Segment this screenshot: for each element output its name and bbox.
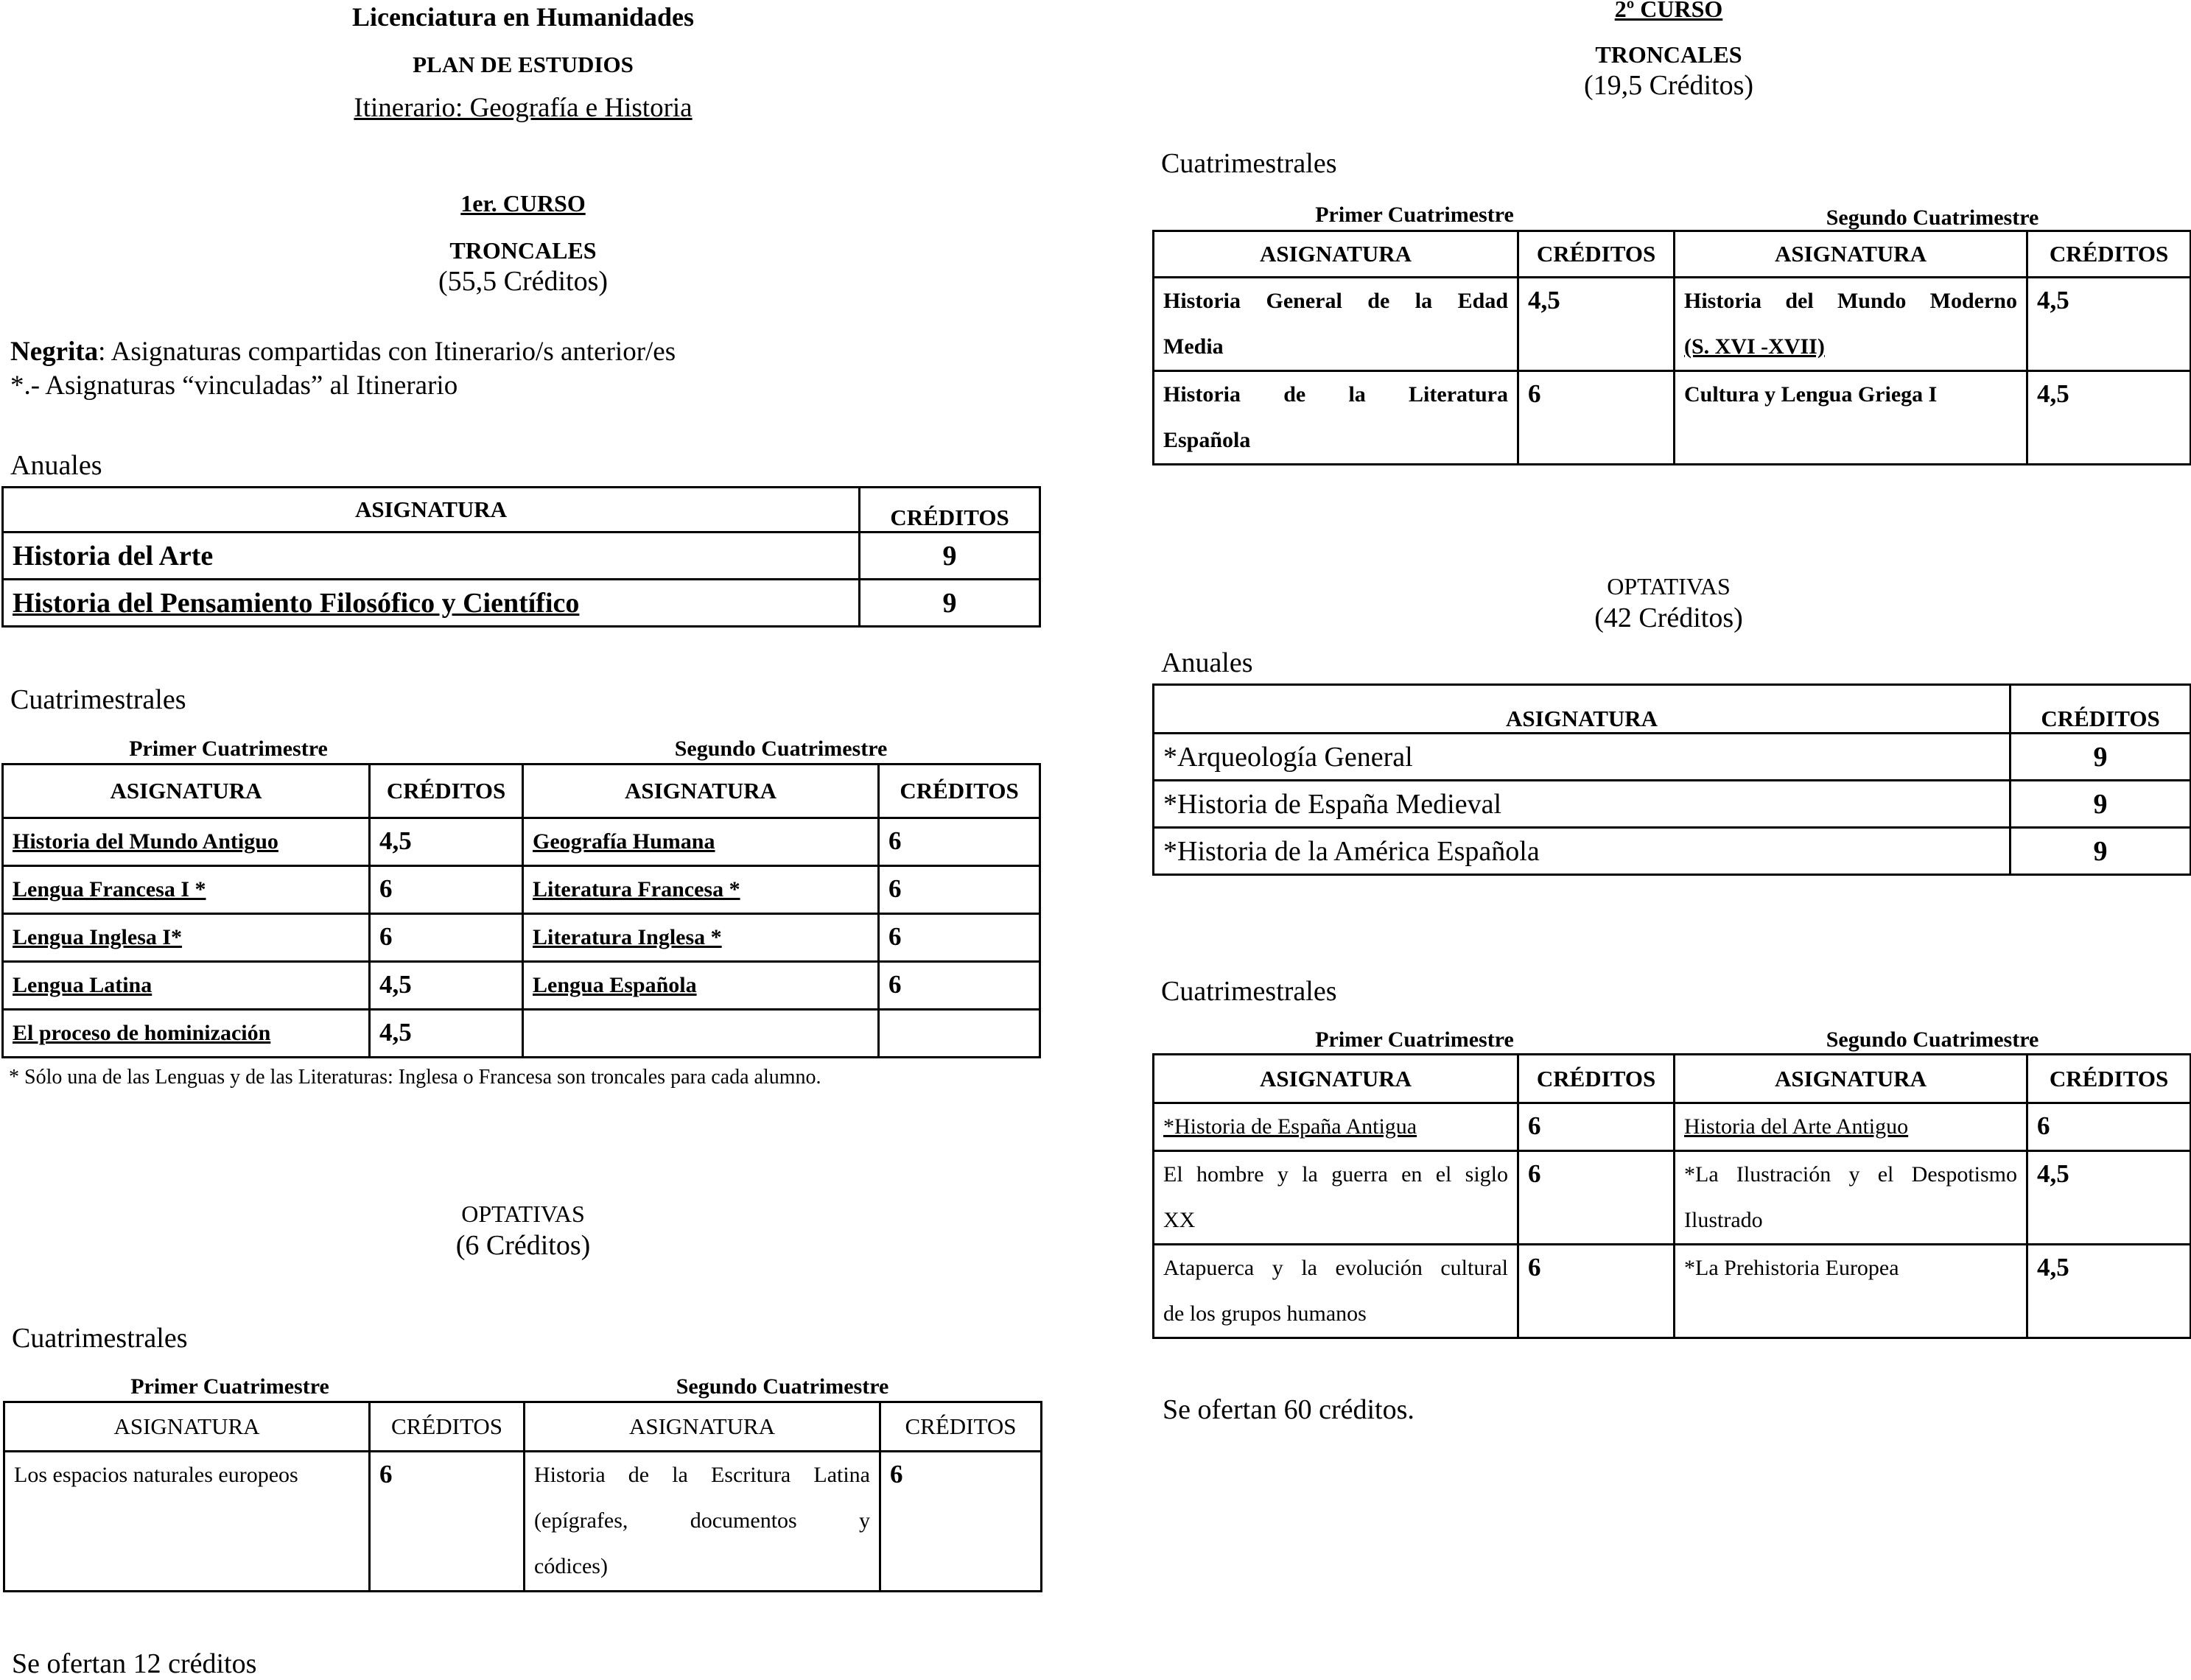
table-row (3, 866, 1040, 914)
table-row (1154, 734, 2191, 781)
col-header-creditos: CRÉDITOS (879, 765, 1040, 818)
year2-second-sem: Segundo Cuatrimestre (1826, 205, 2039, 230)
table-row (1154, 371, 2191, 465)
year2-opt-first-sem: Primer Cuatrimestre (1315, 1027, 1514, 1052)
legend-bold (10, 336, 676, 368)
subject-name: Historia del Arte (3, 533, 860, 580)
col-header-creditos: CRÉDITOS (2027, 1055, 2191, 1103)
col-header-creditos: CRÉDITOS (860, 488, 1040, 533)
year1-opt-first-sem: Primer Cuatrimestre (130, 1374, 329, 1399)
col-header-asignatura: ASIGNATURA (1154, 231, 1518, 278)
year1-curso: 1er. CURSO (460, 190, 586, 217)
subject-line: (epígrafes, documentos y (534, 1508, 870, 1533)
year2-anuales-label: Anuales (1161, 647, 1253, 678)
col-header-asignatura: ASIGNATURA (1154, 685, 2011, 734)
table-row (4, 1452, 1042, 1592)
col-header-asignatura: ASIGNATURA (1154, 1055, 1518, 1103)
empty-cell (879, 1010, 1040, 1058)
subject-name: Cultura y Lengua Griega I (1675, 371, 2027, 465)
table-row (3, 580, 1040, 627)
subject-credits: 6 (1518, 371, 1675, 465)
subject-credits: 6 (2027, 1103, 2191, 1151)
col-header-asignatura: ASIGNATURA (3, 488, 860, 533)
col-header-asignatura: ASIGNATURA (4, 1402, 370, 1452)
subject-credits: 6 (879, 962, 1040, 1010)
subject-line: Atapuerca y la evolución cultural (1163, 1256, 1508, 1280)
year2-opt-second-sem: Segundo Cuatrimestre (1826, 1027, 2039, 1052)
itinerary-title: Itinerario: Geografía e Historia (354, 93, 693, 123)
subject-credits: 9 (2011, 828, 2191, 875)
table-row (3, 962, 1040, 1010)
subject-name: *La Prehistoria Europea (1675, 1245, 2027, 1338)
subject-credits: 4,5 (1518, 278, 1675, 371)
year1-opt-table (3, 1401, 1042, 1592)
subject-credits: 9 (2011, 781, 2191, 828)
year1-troncales-credits: (55,5 Créditos) (438, 266, 609, 297)
subject-name-multiline (1154, 371, 1518, 465)
subject-name: Los espacios naturales europeos (4, 1452, 370, 1592)
table-row (3, 914, 1040, 962)
subject-name: Literatura Inglesa * (523, 914, 879, 962)
col-header-creditos: CRÉDITOS (2011, 685, 2191, 734)
legend-bold-rest: : Asignaturas compartidas con Itinerario/s anterior/es (98, 337, 676, 367)
year1-troncales: TRONCALES (449, 237, 597, 264)
year1-offer: Se ofertan 12 créditos (12, 1648, 257, 1679)
subject-credits: 4,5 (2027, 278, 2191, 371)
subject-credits: 6 (370, 866, 523, 914)
subject-credits: 6 (1518, 1103, 1675, 1151)
subject-line: Historia General de la Edad (1163, 289, 1508, 313)
document-title: Licenciatura en Humanidades (351, 2, 695, 32)
table-row (3, 533, 1040, 580)
subject-name: Geografía Humana (523, 818, 879, 866)
legend-star: *.- Asignaturas “vinculadas” al Itinerario (10, 370, 458, 401)
subject-name-multiline (525, 1452, 880, 1592)
year2-curso: 2º CURSO (1614, 0, 1723, 22)
subject-credits: 6 (879, 914, 1040, 962)
year2-opt-table (1152, 1053, 2191, 1339)
subject-credits: 6 (1518, 1245, 1675, 1338)
subject-credits: 9 (860, 533, 1040, 580)
subject-credits: 6 (370, 1452, 525, 1592)
year1-second-sem: Segundo Cuatrimestre (674, 737, 888, 761)
subject-line: Historia del Mundo Moderno (1684, 289, 2017, 313)
subject-name-multiline (1154, 1151, 1518, 1245)
year1-optativas-credits: (6 Créditos) (455, 1230, 591, 1261)
subject-name: Literatura Francesa * (523, 866, 879, 914)
year1-first-sem: Primer Cuatrimestre (129, 737, 328, 761)
col-header-asignatura: ASIGNATURA (1675, 231, 2027, 278)
subject-line: Historia de la Literatura (1163, 382, 1508, 407)
year1-opt-second-sem: Segundo Cuatrimestre (676, 1374, 889, 1399)
subject-name-multiline (1154, 1245, 1518, 1338)
table-row (1154, 1103, 2191, 1151)
subject-name: Lengua Inglesa I* (3, 914, 370, 962)
subject-name: *Historia de la América Española (1154, 828, 2011, 875)
subject-name-multiline (1675, 278, 2027, 371)
plan-title: PLAN DE ESTUDIOS (413, 52, 634, 77)
year2-troncales: TRONCALES (1595, 41, 1742, 68)
col-header-asignatura: ASIGNATURA (523, 765, 879, 818)
table-row (1154, 781, 2191, 828)
subject-name: Historia del Pensamiento Filosófico y Científico (3, 580, 860, 627)
subject-line: Ilustrado (1684, 1208, 1763, 1232)
year2-optativas: OPTATIVAS (1607, 573, 1731, 600)
col-header-creditos: CRÉDITOS (370, 1402, 525, 1452)
year2-troncales-credits: (19,5 Créditos) (1583, 70, 1754, 101)
subject-name: *Historia de España Antigua (1154, 1103, 1518, 1151)
year2-anuales-table (1152, 683, 2191, 876)
table-row (1154, 1151, 2191, 1245)
subject-credits: 9 (2011, 734, 2191, 781)
year1-cuat-label: Cuatrimestrales (10, 684, 186, 715)
year2-optativas-credits: (42 Créditos) (1594, 602, 1743, 633)
subject-line: de los grupos humanos (1163, 1301, 1367, 1326)
subject-name: *Arqueología General (1154, 734, 2011, 781)
subject-credits: 6 (879, 866, 1040, 914)
subject-credits: 4,5 (370, 962, 523, 1010)
subject-credits: 4,5 (370, 818, 523, 866)
col-header-creditos: CRÉDITOS (880, 1402, 1042, 1452)
subject-name: Lengua Francesa I * (3, 866, 370, 914)
subject-credits: 4,5 (370, 1010, 523, 1058)
subject-line: códices) (534, 1554, 608, 1578)
table-row (3, 818, 1040, 866)
empty-cell (523, 1010, 879, 1058)
subject-line: Española (1163, 428, 1251, 452)
subject-name: Lengua Española (523, 962, 879, 1010)
col-header-asignatura: ASIGNATURA (525, 1402, 880, 1452)
subject-credits: 4,5 (2027, 371, 2191, 465)
subject-name: *Historia de España Medieval (1154, 781, 2011, 828)
year1-cuat-table (1, 763, 1041, 1058)
table-row (1154, 828, 2191, 875)
subject-line: Media (1163, 334, 1224, 359)
table-row (1154, 1245, 2191, 1338)
year2-first-sem: Primer Cuatrimestre (1315, 203, 1514, 227)
year1-anuales-label: Anuales (10, 450, 102, 481)
subject-credits: 6 (1518, 1151, 1675, 1245)
subject-line: XX (1163, 1208, 1196, 1232)
subject-name: El proceso de hominización (3, 1010, 370, 1058)
subject-name-multiline (1675, 1151, 2027, 1245)
subject-name: Historia del Mundo Antiguo (3, 818, 370, 866)
table-row (3, 1010, 1040, 1058)
table-row (1154, 278, 2191, 371)
col-header-creditos: CRÉDITOS (2027, 231, 2191, 278)
subject-line: El hombre y la guerra en el siglo (1163, 1162, 1508, 1187)
col-header-creditos: CRÉDITOS (1518, 231, 1675, 278)
col-header-creditos: CRÉDITOS (1518, 1055, 1675, 1103)
year1-footnote: * Sólo una de las Lenguas y de las Literaturas: Inglesa o Francesa son troncales para cada alumno. (9, 1066, 821, 1089)
subject-name: Historia del Arte Antiguo (1675, 1103, 2027, 1151)
subject-credits: 9 (860, 580, 1040, 627)
year2-opt-cuat-label: Cuatrimestrales (1161, 976, 1337, 1007)
subject-line: Historia de la Escritura Latina (534, 1463, 870, 1487)
subject-line: *La Ilustración y el Despotismo (1684, 1162, 2017, 1187)
year2-cuat-label: Cuatrimestrales (1161, 148, 1337, 179)
col-header-asignatura: ASIGNATURA (3, 765, 370, 818)
subject-credits: 6 (880, 1452, 1042, 1592)
year2-offer: Se ofertan 60 créditos. (1163, 1394, 1414, 1425)
year2-cuat-table (1152, 230, 2191, 465)
subject-credits: 4,5 (2027, 1245, 2191, 1338)
year1-optativas: OPTATIVAS (461, 1201, 585, 1227)
legend-bold-word: Negrita (10, 337, 99, 367)
subject-name-multiline (1154, 278, 1518, 371)
col-header-creditos: CRÉDITOS (370, 765, 523, 818)
subject-credits: 6 (370, 914, 523, 962)
year1-opt-cuat-label: Cuatrimestrales (12, 1323, 188, 1354)
subject-credits: 4,5 (2027, 1151, 2191, 1245)
year1-anuales-table (1, 486, 1041, 628)
subject-line: (S. XVI -XVII) (1684, 334, 1825, 359)
col-header-asignatura: ASIGNATURA (1675, 1055, 2027, 1103)
subject-credits: 6 (879, 818, 1040, 866)
subject-name: Lengua Latina (3, 962, 370, 1010)
